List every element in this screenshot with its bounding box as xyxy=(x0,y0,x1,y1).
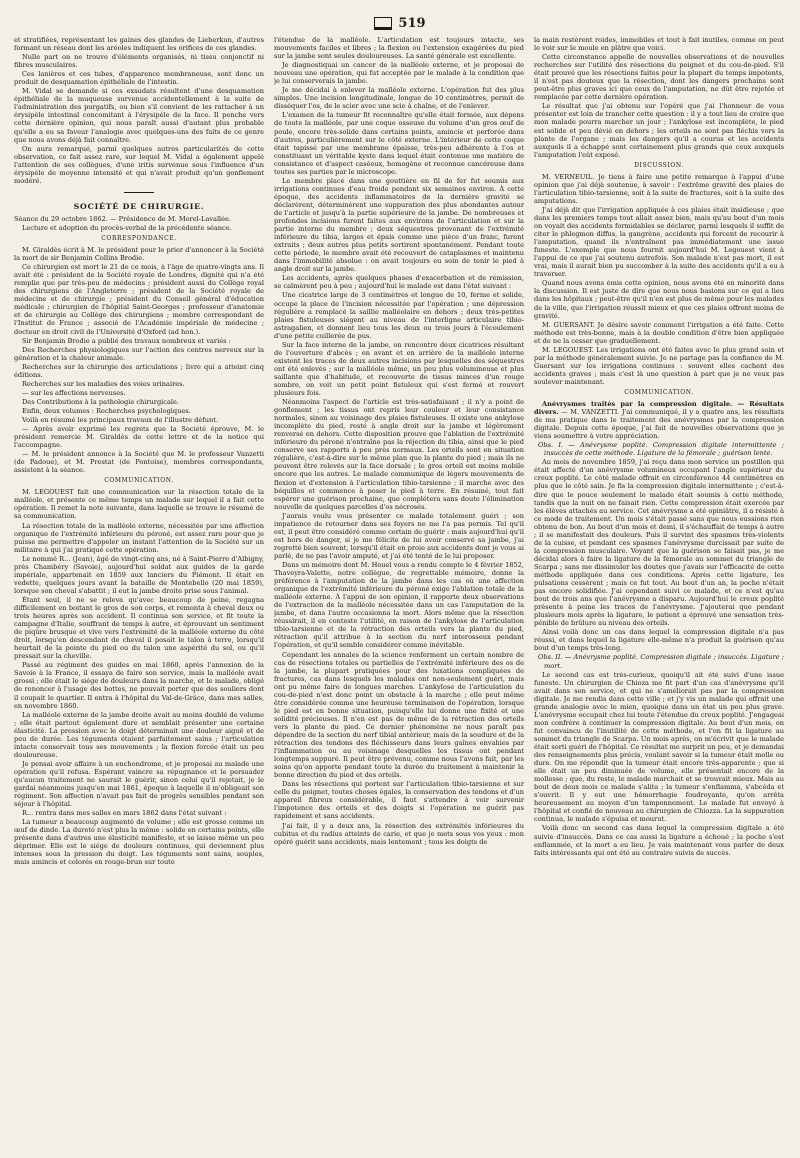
paragraph: M. LEGOUEST. Les irrigations ont été faites avec le plus grand soin et par la méthode généralement suivie. Je ne partage pas la confiance de M. Guersant sur les irrigations continues : souvent elles cachent des accidents graves ; mais c'est là une question à part que je ne veux pas soulever maintenant. xyxy=(534,345,784,386)
paragraph: Le second cas est très-curieux, quoiqu'il ait été suivi d'une issue funeste. Un chirurgien de Chioza me fit part d'un cas d'anévrysme qu'il avait dans son service, et qui ne s'améliorait pas par la compression digitale. Je me rendis dans cette ville ; et j'y vis un malade qui offrait une grande analogie avec le mien, quoique dans un état un peu plus grave. L'anévrysme occupait chez lui toute l'étendue du creux poplité. J'engageai mon confrère à continuer la compression digitale. Au bout d'un mois, on fut convaincu de l'inutilité de cette méthode, et l'on fit la ligature au sommet du triangle de Scarpa. Un mois après, on m'écrivit que le malade était sorti guéri de l'hôpital. Ce résultat me surprit un peu, et je demandai des renseignements plus précis, voulant savoir si la tumeur était molle ou dure. On me répondit que la tumeur était encore très-apparente ; que si elle était un peu diminuée de volume, elle présentait encore de la mollesse ; que, du reste, le malade marchait et se trouvait mieux. Mais au bout de deux mois ce malade s'alita ; la tumeur s'enflamma, s'abcéda et s'ouvrit. Il y eut une hémorrhagie foudroyante, qu'on arrêta heureusement au moyen d'un tamponnement. Le malade fut envoyé à l'hôpital et confié de nouveau au chirurgien de Chiozza. La la suppuration continua, le malade s'épuisa et mourut. xyxy=(534,670,784,824)
paragraph: Je diagnostiquai un cancer de la malléole externe, et je proposai de nouveau une opération, qui fut acceptée par le malade à la condition que je lui conserverais la jambe. xyxy=(274,61,524,86)
page-number: 519 xyxy=(398,15,426,31)
paragraph: Le membre placé dans une gouttière en fil de fer fut soumis aux irrigations continues d'eau froide pendant six semaines environ. À cette époque, des accidents inflammatoires de la dernière gravité se déclarèrent, déterminèrent une suppuration des plus abondantes autour de l'article et jusqu'à la partie supérieure de la jambe. De nombreuses et profondes incisions furent faites aux environs de l'articulation et sur la partie interne du membre ; deux séquestres provenant de l'extrémité inférieure du tibia, larges et épais comme une pièce d'un franc, furent extraits ; deux autres plus petits sortirent spontanément. Pendant toute cette période, le membre avait été recouvert de cataplasmes et maintenu dans l'immobilité absolue : on avait toujours eu soin de tenir le pied à angle droit sur la jambe. xyxy=(274,176,524,274)
observation-title xyxy=(534,653,784,669)
divider xyxy=(124,192,154,193)
paragraph: J'ai déjà dit que l'irrigation appliquée à ces plaies était insidieuse ; que dans les premiers temps tout allait assez bien, mais qu'au bout d'un mois on voyait des accidents formidables se déclarer, parmi lesquels il suffit de citer le phlegmon diffus, la gangrène, accidents qui forcent de recourir à l'amputation, quand ils n'entraînent pas immédiatement une issue funeste. L'exemple que nous fournit aujourd'hui M. Legouest vient à l'appui de ce que j'ai soutenu autrefois. Son malade n'est pas mort, il est vrai, mais il aurait bien pu succomber à la suite des accidents qu'il a eu à traverser. xyxy=(534,205,784,279)
paragraph-text: — M. VANZETTI. J'ai communiqué, il y a quatre ans, les résultats de ma pratique dans le traitement des anévrysmes par la compression digitale. Depuis cette époque, j'ai fait de nouvelles observations que je viens soumettre à votre appréciation. xyxy=(534,408,784,441)
paragraph: M. GUERSANT. Je désire savoir comment l'irrigation a été faite. Cette méthode est très-bonne, mais à la double condition d'être bien appliquée et de ne la cesser que graduellement. xyxy=(534,320,784,345)
seance-line: Séance du 29 octobre 1862. — Présidence de M. Morel-Lavallée. xyxy=(14,214,232,223)
paragraph: Le résultat que j'ai obtenu sur l'opéré que j'ai l'honneur de vous présenter est loin de trancher cette question : il y a tout lieu de croire que mon malade pourra marcher un jour ; l'ankylose est incomplète, le pied est solide et peu dévié en dehors ; les orteils ne sont pas fléchis vers la plante de l'organe ; mais les dangers qu'il a courus et les accidents auxquels il a échappé sont certainement plus grands que ceux auxquels l'amputation l'eût exposé. xyxy=(534,102,784,159)
subsection-title: DISCUSSION. xyxy=(634,161,684,169)
paragraph: Voilà donc un second cas dans lequel la compression digitale a été suivie d'insuccès. Dans ce cas aussi la ligature a échoué ; la poche s'est enflammée, et la mort a eu lieu. Je vais maintenant vous parler de deux faits intéressants qui ont été au contraire suivis de succès. xyxy=(534,824,784,857)
paragraph: Passé au régiment des guides en mai 1860, après l'annexion de la Savoie à la France, il essaya de faire son service, mais la malléole avait grossi ; elle était le siége de douleurs dans la marche, et le malade, obligé de renoncer à l'usage des bottes, ne pouvait porter que des souliers dont il coupait le quartier. Il entra à l'hôpital du Val-de-Grâce, dans mes salles, en novembre 1860. xyxy=(14,661,264,710)
paragraph: J'aurais voulu vous présenter ce malade totalement guéri ; son impatience de retourner dans ses foyers ne me l'a pas permis. Tel qu'il est, il peut être considéré comme certain de guérir : mais aujourd'hui qu'il est hors de danger, si je me félicite de lui avoir conservé sa jambe, j'ai regretté bien souvent, lorsqu'il était en proie aux accidents dont je vous ai parlé, de ne pas l'avoir amputé, et j'ai été tenté de le lui proposer. xyxy=(274,511,524,560)
communication-heading: Anévrysmes traités par la compression digitale. — Résultats divers. xyxy=(534,400,784,417)
paragraph: Ainsi voilà donc un cas dans lequel la compression digitale n'a pas réussi, et dans lequel la ligature elle-même n'a produit la guérison qu'au bout d'un temps très-long. xyxy=(534,628,784,653)
paragraph: Enfin, deux volumes : Recherches psychologiques. xyxy=(22,406,191,415)
paragraph: Sur la face interne de la jambe, on rencontre deux cicatrices résultant de l'ouverture d'abcès ; en avant et en arrière de la malléole interne existent les traces de deux autres incisions par lesquelles des séquestres ont été enlevés ; sur la malléole même, un peu plus volumineuse et plus saillante que d'habitude, et recouverte de tissus minces d'un rouge sombre, on voit un petit point fistuleux qui s'est fermé et rouvert plusieurs fois. xyxy=(274,340,524,398)
paragraph: Nulle part on ne trouve d'éléments organisés, ni tissu conjonctif ni fibres musculaires. xyxy=(14,53,264,70)
paragraph: Cependant les annales de la science renferment un certain nombre de cas de résections totales ou partielles de l'extrémité inférieure des os de la jambe, la plupart pratiquées pour des luxations compliquées de fractures, cas dans lesquels les malades ont non-seulement guéri, mais ont pu même faire de longues marches. L'ankylose de l'articulation du cou-de-pied n'est donc point un obstacle à la marche ; elle peut même être considérée comme une heureuse terminaison de l'opération, lorsque le pied est en bonne situation, puisqu'elle lui donne une fixité et une solidité précieuses. Il n'en est pas de même de la rétraction des orteils vers la plante du pied. Ce dernier phénomène ne nous paraît pas dépendre de la section du nerf tibial antérieur, mais de la soudure et de la rétraction des tendons des fléchisseurs dans leurs gaînes envahies par l'inflammation ou au voisinage desquelles les tissus ont pendant longtemps suppuré. Il peut être prévenu, comme nous l'avons fait, par les soins qu'on apporte pendant toute la durée du traitement à maintenir la bonne direction du pied et des orteils. xyxy=(274,650,524,780)
paragraph xyxy=(534,400,784,440)
paragraph: Lecture et adoption du procès-verbal de la précédente séance. xyxy=(22,223,232,232)
paragraph: Le nommé R... (Jean), âgé de vingt-cinq ans, né à Saint-Pierre d'Albigny, près Chambéry (Savoie), aujourd'hui soldat aux guides de la garde impériale, appartenait en 1859 aux lanciers du Piémont. Il était en vedette, quelques jours avant la bataille de Montebello (20 mai 1859), lorsque son cheval s'abattit ; il eut la jambe droite prise sous l'animal. xyxy=(14,554,264,595)
paragraph: Je me décidai à enlever la malléole externe. L'opération fut des plus simples. Une incision longitudinale, longue de 10 centimètres, permit de disséquer l'os, de le scier avec une scie à chaîne, et de l'enlever. xyxy=(274,86,524,111)
paragraph: Sir Benjamin Brodie a publié des travaux nombreux et variés : xyxy=(22,336,231,345)
paragraph: Les accidents, après quelques phases d'exacerbation et de rémission, se calmèrent peu à peu ; aujourd'hui le malade est dans l'état suivant : xyxy=(274,274,524,291)
section-title: SOCIÉTÉ DE CHIRURGIE. xyxy=(73,201,205,211)
subsection-title: COMMUNICATION. xyxy=(624,388,694,396)
paragraph: Une cicatrice large de 3 centimètres et longue de 10, ferme et solide, occupe la place de l'incision nécessitée par l'opération ; une dépression régulière a remplacé la saillie malléolaire en dehors ; deux très-petites plaies fistuleuses siégent au niveau de l'interligne articulaire tibio-astragalien, et donnent lieu tous les deux ou trois jours à l'écoulement d'une petite cuillerée de pus. xyxy=(274,291,524,340)
paragraph: Cette circonstance appelle de nouvelles observations et de nouvelles recherches sur l'utilité des résections du poignet et du cou-de-pied. S'il était prouvé que les résections faites pour la plupart du temps impotents, il n'est pas douteux que la résection, dont les dangers prochains sont peut-être plus graves ici que ceux de l'amputation, ne dût être rejetée et remplacée par cette dernière opération. xyxy=(534,53,784,102)
paragraph: Dans un mémoire dont M. Houel vous a rendu compte le 4 février 1852, Thaveyra-Valette, notre collègue, de regrettable mémoire, donne la préférence à l'amputation de la jambe dans les cas où une affection organique de l'extrémité inférieure du péroné exige l'ablation totale de la malléole externe. À l'appui de son opinion, il rapporte deux observations de l'extraction de la malléole nécessitée dans un cas l'amputation de la jambe, et dans l'autre occasionna la mort. Alors même que la résection réussirait, il en conteste l'utilité, en raison de l'ankylose de l'articulation tibio-tarsienne et de la rétraction des orteils vers la plante du pied, rétraction qu'il attribue à la section du nerf interosseux pendant l'opération, et qu'il semble considérer comme inévitable. xyxy=(274,561,524,650)
paragraph: Quand nous avons émis cette opinion, nous avons été en minorité dans la discussion. Il est juste de dire que nous nous basions sur ce qui a lieu dans les hôpitaux ; peut-être qu'il n'en est plus de même pour les malades de la ville, que l'irrigation réussit mieux et que ces plaies offrent moins de gravité. xyxy=(534,279,784,320)
paragraph: Au mois de novembre 1859, j'ai reçu dans mon service un postillon qui était affecté d'un anévrysme volumineux occupant l'angle supérieur du creux poplité. Le côté malade offrait en circonférence 44 centimètres en plus que le côté sain. Je fis la compression digitale intermittente ; c'est-à-dire que le pouce seulement le malade était soumis à cette méthode, tandis que la nuit on ne faisait rien. Cette compression était exercée par les élèves attachés au service. Cet anévrysme a été opiniâtre, il a résisté à ce mode de traitement. Un mois s'était passé sans que nous eussions rien obtenu de bon. Au bout d'un mois et demi, il s'échauffait de temps à autre ; il se manifestait des douleurs. Puis il survint des spasmes très-violents de la cuisse, et pendant ces spasmes l'anévrysme durcissait par suite de la compression musculaire. Voyant que la guérison se faisait pas, je me décidai alors à faire la ligature de la fémorale au sommet du triangle de Scarpa ; sans me dissimuler les doutes que j'avais sur l'efficacité de cette méthode appliquée dans ces conditions. Après cette ligature, les pulsations cessèrent ; mais ce fut tout. Au bout d'un an, la poche n'était pas encore solidifiée. J'ai cependant suivi ce malade, et ce n'est qu'au bout de trois ans que l'anévrysme a disparu. Aujourd'hui le creux poplité présente à peine les traces de l'anévrysme. J'ajouterai que pendant plusieurs mois après la ligature, le patient a éprouvé une sensation très-pénible de brûlure au niveau des orteils. xyxy=(534,458,784,628)
paragraph: — Après avoir exprimé les regrets que la Société éprouve, M. le président remercie M. Giraldès de cette lettre et de la notice qui l'accompagne. xyxy=(14,425,264,450)
paragraph: La tumeur a beaucoup augmenté de volume ; elle est grosse comme un œuf de dinde. La dureté n'est plus la même : solide en certains points, elle présente dans d'autres une élasticité manifeste, et se laisse même un peu déprimer. Elle est le siége de douleurs continues, qui deviennent plus intenses sous la pression du doigt. Les téguments sont sains, souples, mais amincis et colorés en rouge-brun sur toute xyxy=(14,818,264,867)
columns xyxy=(14,36,786,1156)
paragraph: Je pensai avoir affaire à un enchondrome, et je proposai au malade une opération qu'il refusa. Espérant vaincre sa répugnance et le persuader qu'aucun traitement ne saurait le guérir, sinon celui qu'il rejetait, je le gardai néanmoins jusqu'en mai 1861, époque à laquelle il m'obligeait son régiment. Son affection n'avait pas fait de progrès sensibles pendant son séjour à l'hôpital. xyxy=(14,759,264,809)
paragraph: La malléole externe de la jambe droite avait au moins doublé de volume ; elle était partout également dure et semblait présenter une certaine élasticité. La pression avec le doigt déterminait une douleur aiguë et de peu de durée. Les téguments étaient parfaitement sains ; l'articulation intacte conservait tous ses mouvements ; la flexion forcée était un peu douloureuse. xyxy=(14,710,264,759)
paragraph: Recherches sur les maladies des voies urinaires. xyxy=(22,379,185,388)
observation-title xyxy=(534,441,784,457)
observation-title-text: Obs. II. — Anévrysme poplité. Compression digitale ; insuccès. Ligature ; mort. xyxy=(538,653,784,670)
paragraph: Des Contributions à la pathologie chirurgicale. xyxy=(22,397,180,406)
paragraph: La résection totale de la malléole externe, nécessitée par une affection organique de l'extrémité inférieure du péroné, est assez rare pour que je puisse me permettre d'appeler un instant l'attention de la Société sur un militaire à qui j'ai pratiqué cette opération. xyxy=(14,521,264,554)
paragraph: Ces lanières et ces tubes, d'apparence membraneuse, sont donc un produit de desquamation épithéliale de l'intestin. xyxy=(14,70,264,87)
paragraph: M. Giraldès écrit à M. le président pour le prier d'annoncer à la Société la mort de sir Benjamin Collins Brodie. xyxy=(14,246,264,263)
paragraph: J'ai fait, il y a deux ans, la résection des extrémités inférieures du cubitus et du radius atteints de carie, et que je mets sous vos yeux : mon opéré guérit sans accidents, mais lentement ; tous les doigts de xyxy=(274,821,524,846)
paragraph: L'examen de la tumeur fit reconnaître qu'elle était formée, aux dépens de toute la malléole, par une coque osseuse du volume d'un gros œuf de poule, encore très-solide dans certains points, amincie et perforée dans d'autres, particulièrement sur le côté externe. L'intérieur de cette coque était tapissé par une membrane épaisse, très-peu adhérente à l'os et constituant un véritable kyste dans lequel était contenue une matière de consistance et d'aspect caséeux, homogène et reconnue cancéreuse dans toutes ses parties par le microscope. xyxy=(274,111,524,176)
paragraph: et stratifiées, représentant les gaines des glandes de Lieberkun, d'autres formant un réseau dont les aréoles indiquent les orifices de ces glandes. xyxy=(14,36,264,53)
paragraph: la main restèrent roides, immobiles et tout à fait inutiles, comme on peut le voir sur le moule en plâtre que voici. xyxy=(534,36,784,53)
header-ornament-icon xyxy=(374,17,392,30)
paragraph: Néanmoins l'aspect de l'article est très-satisfaisant ; il n'y a point de gonflement ; les tissus ont repris leur couleur et leur consistance normales, sinon au voisinage des plaies fistuleuses. Il existe une ankylose incomplète du pied, resté à angle droit sur la jambe et légèrement renversé en dehors. Cette disposition prouve que l'ablation de l'extrémité inférieure du péroné n'entraîne pas la réjection du tibia, ainsi que le pied conserve ses rapports à peu près normaux. Les orteils sont en situation régulière, c'est-à-dire sur le même plan que la plante du pied ; mais ils ne peuvent être relevés sur la face dorsale ; le gros orteil est moins mobile encore que les autres. Le malade communique de légers mouvements de flexion et d'extension à l'articulation tibio-tarsienne ; il marche avec des béquilles et commence à poser le pied à terre. En résumé, tout fait espérer une guérison prochaine, que complétera sans doute l'élimination nouvelle de quelques parcelles d'os nécrosés. xyxy=(274,398,524,511)
paragraph: — sur les affections nerveuses. xyxy=(22,388,126,397)
page-header xyxy=(14,12,786,34)
paragraph: Voilà en résumé les principaux travaux de l'illustre défunt. xyxy=(22,415,218,424)
paragraph: M. LEGOUEST fait une communication sur la résection totale de la malléole, et présente ce même temps un malade sur lequel il a fait cette opération. Il remet la note suivante, dans laquelle se trouve le résumé de sa communication. xyxy=(14,488,264,521)
paragraph: Recherches sur la chirurgie des articulations ; livre qui a atteint cinq éditions. xyxy=(14,362,264,379)
subsection-title: COMMUNICATION. xyxy=(104,477,174,485)
paragraph: On aura remarqué, parmi quelques autres particularités de cette observation, ce fait assez rare, sur lequel M. Vidal a également appelé l'attention de ses collègues, d'une iritis survenue sous l'influence d'un érysipèle de moyenne intensité et qui n'avait produit qu'un gonflement modéré. xyxy=(14,144,264,185)
column-middle xyxy=(274,36,524,1156)
paragraph: M. Vidal se demande si ces exsudats résultent d'une desquamation épithéliale de la muqueuse survenue accidentellement à la suite de l'administration des purgatifs, ou bien s'il convient de les rattacher à un érysipèle intestinal concomitant à l'érysipèle de la face. Il penche vers cette dernière opinion, qui nous paraît aussi d'autant plus probable qu'elle a eu sa faveur l'analogie avec quelques-uns des faits de ce genre que nous avons déjà fait connaître. xyxy=(14,87,264,144)
paragraph: l'étendue de la malléole. L'articulation est toujours intacte, ses mouvements faciles et libres ; la flexion ou l'extension exagérées du pied sur la jambe sont seules douloureuses. La santé générale est excellente. xyxy=(274,36,524,61)
subsection-title: CORRESPONDANCE. xyxy=(101,234,177,242)
column-right xyxy=(534,36,784,1156)
paragraph: Ce chirurgien est mort le 21 de ce mois, à l'âge de quatre-vingts ans. Il avait été : président de la Société royale de Londres, dignité qui n'a été remplie que par très-peu de médecins ; président aussi du Collège royal des chirurgiens de l'Angleterre ; président de la Société royale de médecine et de chirurgie ; président du Conseil général d'éducation médicale ; chirurgien de l'hôpital Saint-Georges ; professeur d'anatomie et de chirurgie au Collège des chirurgiens ; membre correspondant de l'Institut de France ; associé de l'Académie impériale de médecine ; docteur en droit civil de l'Université d'Oxford (ad hon.). xyxy=(14,263,264,336)
paragraph: Dans les résections qui portent sur l'articulation tibio-tarsienne et sur celle du poignet, toutes choses égales, la conservation des tendons et d'un appareil fibreux considérable, il faut s'attendre à voir survenir l'impotence des orteils et des doigts si l'opération ne guérit pas rapidement et sans accidents. xyxy=(274,780,524,821)
column-left xyxy=(14,36,264,1156)
paragraph: — M. le président annonce à la Société que M. le professeur Vanzetti (de Padoue), et M. Prestat (de Pontoise), membres correspondants, assistent à la séance. xyxy=(14,450,264,475)
paragraph: Étant seul, il ne se releva qu'avec beaucoup de peine, regagna difficilement en boitant le gros de son corps, et remonta à cheval deux ou trois heures après son accident. Il continua son service, et fit toute la campagne d'Italie, souffrant de temps à autre, et éprouvant un sentiment de piqûre brusque et vive vers l'extrémité de la malléole externe du côté droit, lorsqu'en descendant de cheval il posait le talon à terre, lorsqu'il heurtait de la pointe du pied ou du talon une aspérité du sol, ou qu'il pressait sur la cheville. xyxy=(14,595,264,661)
paragraph: R... rentra dans mes salles en mars 1862 dans l'état suivant : xyxy=(22,809,227,818)
paragraph: Des Recherches physiologiques sur l'action des centres nerveux sur la génération et la chaleur animale. xyxy=(14,345,264,362)
observation-title-text: Obs. I. — Anévrysme poplité. Compression digitale intermittente ; insuccès de cette méthode. Ligature de la fémorale ; guérison lente. xyxy=(538,441,784,458)
paragraph: M. VERNEUIL. Je tiens à faire une petite remarque à l'appui d'une opinion que j'ai déjà soutenue, à savoir : l'extrême gravité des plaies de l'articulation tibio-tarsienne, soit à la suite de fractures, soit à la suite des amputations. xyxy=(534,172,784,205)
